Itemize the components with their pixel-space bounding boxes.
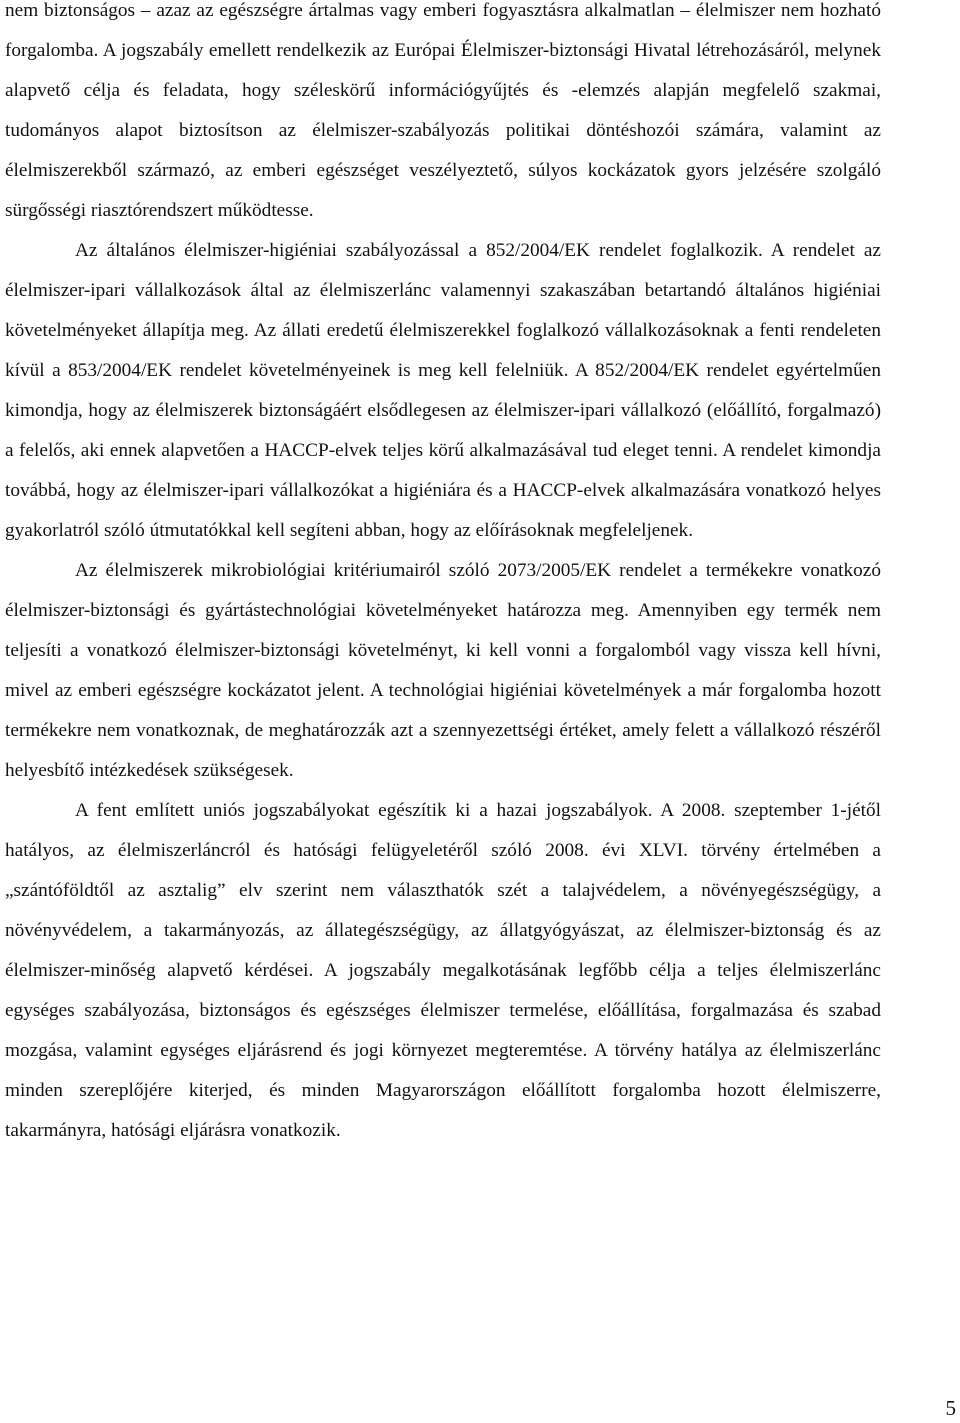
paragraph-microbiological-criteria: Az élelmiszerek mikrobiológiai kritériumairól szóló 2073/2005/EK rendelet a termékekre vonatkozó élelmiszer-biztonsági és gyártástechnológiai követelményeket határozza meg. Amennyiben egy termék nem teljesíti a vonatkozó élelmiszer-biztonsági követelményt, ki kell vonni a forgalomból vagy vissza kell hívni, mivel az emberi egészségre kockázatot jelent. A technológiai higiéniai követelmények a már forgalomba hozott termékekre nem vonatkoznak, de meghatározzák azt a szennyezettségi értéket, amely felett a vállalkozó részéről helyesbítő intézkedések szükségesek.	[5, 560, 881, 781]
paragraph-domestic-legislation: A fent említett uniós jogszabályokat egészítik ki a hazai jogszabályok. A 2008. szeptember 1-jétől hatályos, az élelmiszerláncról és hatósági felügyeletéről szóló 2008. évi XLVI. törvény értelmében a „szántóföldtől az asztalig” elv szerint nem választhatók szét a talajvédelem, a növényegészségügy, a növényvédelem, a takarmányozás, az állategészségügy, az állatgyógyászat, az élelmiszer-biztonság és az élelmiszer-minőség alapvető kérdései. A jogszabály megalkotásának legfőbb célja a teljes élelmiszerlánc egységes szabályozása, biztonságos és egészséges élelmiszer termelése, előállítása, forgalmazása és szabad mozgása, valamint egységes eljárásrend és jogi környezet megteremtése. A törvény hatálya az élelmiszerlánc minden szereplőjére kiterjed, és minden Magyarországon előállított forgalomba hozott élelmiszerre, takarmányra, hatósági eljárásra vonatkozik.	[5, 800, 881, 1141]
paragraph-continuation: nem biztonságos – azaz az egészségre ártalmas vagy emberi fogyasztásra alkalmatlan – élelmiszer nem hozható forgalomba. A jogszabály emellett rendelkezik az Európai Élelmiszer-biztonsági Hivatal létrehozásáról, melynek alapvető célja és feladata, hogy széleskörű információgyűjtés és -elemzés alapján megfelelő szakmai, tudományos alapot biztosítson az élelmiszer-szabályozás politikai döntéshozói számára, valamint az élelmiszerekből származó, az emberi egészséget veszélyeztető, súlyos kockázatok gyors jelzésére szolgáló sürgősségi riasztórendszert működtesse.	[5, 0, 881, 221]
document-body	[5, 0, 881, 1151]
paragraph-hygiene-regulation: Az általános élelmiszer-higiéniai szabályozással a 852/2004/EK rendelet foglalkozik. A rendelet az élelmiszer-ipari vállalkozások által az élelmiszerlánc valamennyi szakaszában betartandó általános higiéniai követelményeket állapítja meg. Az állati eredetű élelmiszerekkel foglalkozó vállalkozásoknak a fenti rendeleten kívül a 853/2004/EK rendelet követelményeinek is meg kell felelniük. A 852/2004/EK rendelet egyértelműen kimondja, hogy az élelmiszerek biztonságáért elsődlegesen az élelmiszer-ipari vállalkozó (előállító, forgalmazó) a felelős, aki ennek alapvetően a HACCP-elvek teljes körű alkalmazásával tud eleget tenni. A rendelet kimondja továbbá, hogy az élelmiszer-ipari vállalkozókat a higiéniára és a HACCP-elvek alkalmazására vonatkozó helyes gyakorlatról szóló útmutatókkal kell segíteni abban, hogy az előírásoknak megfeleljenek.	[5, 240, 881, 541]
page-number: 5	[945, 1396, 956, 1420]
